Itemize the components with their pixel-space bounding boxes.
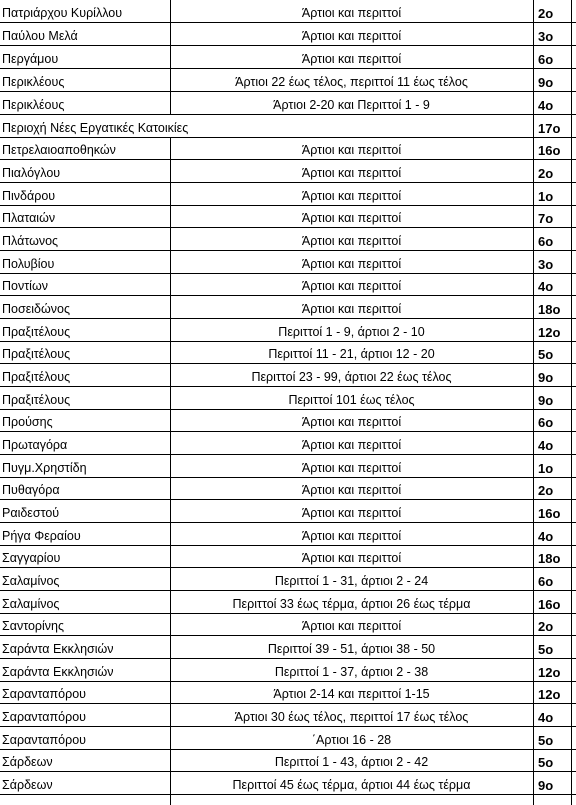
- table-row: [0, 274, 576, 296]
- street-name-cell: Ποντίων: [2, 279, 48, 293]
- street-name-cell: Πυθαγόρα: [2, 483, 60, 497]
- street-name-cell: Σαρανταπόρου: [2, 733, 87, 747]
- street-name-cell: Πινδάρου: [2, 189, 56, 203]
- school-code-cell: 2ο: [538, 483, 554, 498]
- school-code-cell: 9ο: [538, 778, 554, 793]
- school-code-cell: 16ο: [538, 506, 561, 521]
- school-code-cell: 4ο: [538, 710, 554, 725]
- street-name-cell: Πιαλόγλου: [2, 166, 61, 180]
- table-row: [0, 546, 576, 568]
- school-code-cell: 5ο: [538, 642, 554, 657]
- house-numbers-cell: Άρτιοι 2-20 και Περιττοί 1 - 9: [273, 98, 430, 112]
- house-numbers-cell: Άρτιοι 2-14 και περιττοί 1-15: [273, 687, 430, 701]
- table-row: [0, 0, 576, 23]
- school-code-cell: 4ο: [538, 438, 554, 453]
- house-numbers-cell: Άρτιοι και περιττοί: [301, 302, 402, 316]
- table-row: [0, 614, 576, 636]
- house-numbers-cell: Άρτιοι και περιττοί: [301, 6, 402, 20]
- street-name-cell: Πλάτωνος: [2, 234, 59, 248]
- street-name-cell: Ποσειδώνος: [2, 302, 70, 316]
- school-code-cell: 6ο: [538, 574, 554, 589]
- school-code-cell: 1ο: [538, 189, 554, 204]
- school-code-cell: 5ο: [538, 347, 554, 362]
- school-code-cell: 6ο: [538, 234, 554, 249]
- table-row: [0, 69, 576, 92]
- table-row: [0, 727, 576, 750]
- street-name-cell: Περιοχή Νέες Εργατικές Κατοικίες: [2, 121, 189, 135]
- table-row: [0, 478, 576, 500]
- school-code-cell: 4ο: [538, 98, 554, 113]
- table-row: [0, 750, 576, 772]
- street-name-cell: Πραξιτέλους: [2, 370, 71, 384]
- house-numbers-cell: Άρτιοι και περιττοί: [301, 529, 402, 543]
- school-code-cell: 12ο: [538, 665, 561, 680]
- street-name-cell: Πυγμ.Χρηστίδη: [2, 461, 87, 475]
- street-name-cell: Πλαταιών: [2, 211, 56, 225]
- street-name-cell: Σαράντα Εκκλησιών: [2, 665, 114, 679]
- school-code-cell: 18ο: [538, 551, 561, 566]
- table-row: [0, 92, 576, 115]
- street-name-cell: Περικλέους: [2, 75, 65, 89]
- house-numbers-cell: Περιττοί 1 - 37, άρτιοι 2 - 38: [274, 665, 429, 679]
- school-code-cell: 5ο: [538, 755, 554, 770]
- house-numbers-cell: Περιττοί 11 - 21, άρτιοι 12 - 20: [268, 347, 435, 361]
- street-name-cell: Σαλαμίνος: [2, 597, 60, 611]
- house-numbers-cell: Άρτιοι 30 έως τέλος, περιττοί 17 έως τέλος: [234, 710, 469, 724]
- street-name-cell: Πραξιτέλους: [2, 393, 71, 407]
- school-code-cell: 3ο: [538, 29, 554, 44]
- table-row: [0, 704, 576, 727]
- school-code-cell: 3ο: [538, 257, 554, 272]
- house-numbers-cell: Άρτιοι και περιττοί: [301, 29, 402, 43]
- house-numbers-cell: Άρτιοι 22 έως τέλος, περιττοί 11 έως τέλος: [235, 75, 468, 89]
- house-numbers-cell: Άρτιοι και περιττοί: [301, 415, 402, 429]
- table-row: [0, 138, 576, 160]
- house-numbers-cell: Περιττοί 1 - 43, άρτιοι 2 - 42: [274, 755, 429, 769]
- table-row: [0, 659, 576, 682]
- house-numbers-cell: Περιττοί 1 - 31, άρτιοι 2 - 24: [274, 574, 429, 588]
- street-name-cell: Πραξιτέλους: [2, 347, 71, 361]
- school-code-cell: 6ο: [538, 415, 554, 430]
- house-numbers-cell: Άρτιοι και περιττοί: [301, 189, 402, 203]
- street-name-cell: Περγάμου: [2, 52, 59, 66]
- street-name-cell: Σαλαμίνος: [2, 574, 60, 588]
- house-numbers-cell: Άρτιοι και περιττοί: [301, 211, 402, 225]
- table-row: [0, 591, 576, 614]
- table-row: [0, 364, 576, 387]
- house-numbers-cell: ΄Αρτιοι 16 - 28: [311, 733, 392, 747]
- street-name-cell: Σάρδεων: [2, 778, 53, 792]
- street-name-cell: Προύσης: [2, 415, 53, 429]
- school-code-cell: 6ο: [538, 52, 554, 67]
- table-row: [0, 772, 576, 795]
- school-code-cell: 18ο: [538, 302, 561, 317]
- street-name-cell: Σαντορίνης: [2, 619, 65, 633]
- table-row: [0, 319, 576, 342]
- school-code-cell: 1ο: [538, 461, 554, 476]
- street-name-cell: Ρήγα Φεραίου: [2, 529, 81, 543]
- house-numbers-cell: Περιττοί 45 έως τέρμα, άρτιοι 44 έως τέρμα: [232, 778, 471, 792]
- school-code-cell: 16ο: [538, 597, 561, 612]
- street-name-cell: Ραιδεστού: [2, 506, 60, 520]
- school-code-cell: 16ο: [538, 143, 561, 158]
- table-row: [0, 251, 576, 274]
- school-code-cell: 17ο: [538, 121, 561, 136]
- school-code-cell: 9ο: [538, 370, 554, 385]
- school-code-cell: 7ο: [538, 211, 554, 226]
- house-numbers-cell: Άρτιοι και περιττοί: [301, 234, 402, 248]
- table-row: [0, 115, 576, 138]
- table-row: [0, 228, 576, 251]
- street-name-cell: Περικλέους: [2, 98, 65, 112]
- house-numbers-cell: Άρτιοι και περιττοί: [301, 461, 402, 475]
- street-name-cell: Πετρελαιοαποθηκών: [2, 143, 116, 157]
- house-numbers-cell: Άρτιοι και περιττοί: [301, 438, 402, 452]
- table-row: [0, 523, 576, 546]
- table-row: [0, 296, 576, 319]
- school-code-cell: 12ο: [538, 325, 561, 340]
- street-name-cell: Σαρανταπόρου: [2, 687, 87, 701]
- school-code-cell: 4ο: [538, 529, 554, 544]
- street-name-cell: Σαρανταπόρου: [2, 710, 87, 724]
- street-name-cell: Σάρδεων: [2, 755, 53, 769]
- school-code-cell: 2ο: [538, 6, 554, 21]
- house-numbers-cell: Περιττοί 23 - 99, άρτιοι 22 έως τέλος: [251, 370, 452, 384]
- table-row: [0, 568, 576, 591]
- street-name-cell: Πρωταγόρα: [2, 438, 68, 452]
- street-name-cell: Πατριάρχου Κυρίλλου: [2, 6, 123, 20]
- street-name-cell: Σαγγαρίου: [2, 551, 61, 565]
- table-row: [0, 183, 576, 206]
- house-numbers-cell: Άρτιοι και περιττοί: [301, 52, 402, 66]
- table-row: [0, 387, 576, 410]
- table-row: [0, 160, 576, 183]
- house-numbers-cell: Άρτιοι και περιττοί: [301, 257, 402, 271]
- school-code-cell: 2ο: [538, 619, 554, 634]
- street-name-cell: Σαράντα Εκκλησιών: [2, 642, 114, 656]
- house-numbers-cell: Περιττοί 101 έως τέλος: [288, 393, 415, 407]
- house-numbers-cell: Άρτιοι και περιττοί: [301, 506, 402, 520]
- school-code-cell: 9ο: [538, 393, 554, 408]
- house-numbers-cell: Άρτιοι και περιττοί: [301, 619, 402, 633]
- school-code-cell: 5ο: [538, 733, 554, 748]
- house-numbers-cell: Περιττοί 1 - 9, άρτιοι 2 - 10: [278, 325, 425, 339]
- house-numbers-cell: Άρτιοι και περιττοί: [301, 279, 402, 293]
- table-row: [0, 455, 576, 478]
- table-row: [0, 23, 576, 46]
- table-row: [0, 432, 576, 455]
- school-code-cell: 12ο: [538, 687, 561, 702]
- house-numbers-cell: Άρτιοι και περιττοί: [301, 483, 402, 497]
- street-name-cell: Παύλου Μελά: [2, 29, 78, 43]
- table-row: [0, 46, 576, 69]
- house-numbers-cell: Άρτιοι και περιττοί: [301, 551, 402, 565]
- table-row: [0, 206, 576, 228]
- house-numbers-cell: Περιττοί 33 έως τέρμα, άρτιοι 26 έως τέρμα: [232, 597, 471, 611]
- table-row: [0, 682, 576, 704]
- table-row: [0, 342, 576, 364]
- school-code-cell: 9ο: [538, 75, 554, 90]
- house-numbers-cell: Άρτιοι και περιττοί: [301, 143, 402, 157]
- house-numbers-cell: Άρτιοι και περιττοί: [301, 166, 402, 180]
- street-name-cell: Πολυβίου: [2, 257, 55, 271]
- street-name-cell: Πραξιτέλους: [2, 325, 71, 339]
- table-row: [0, 410, 576, 432]
- school-code-cell: 4ο: [538, 279, 554, 294]
- table-row: [0, 636, 576, 659]
- house-numbers-cell: Περιττοί 39 - 51, άρτιοι 38 - 50: [267, 642, 436, 656]
- table-row: [0, 500, 576, 523]
- school-code-cell: 2ο: [538, 166, 554, 181]
